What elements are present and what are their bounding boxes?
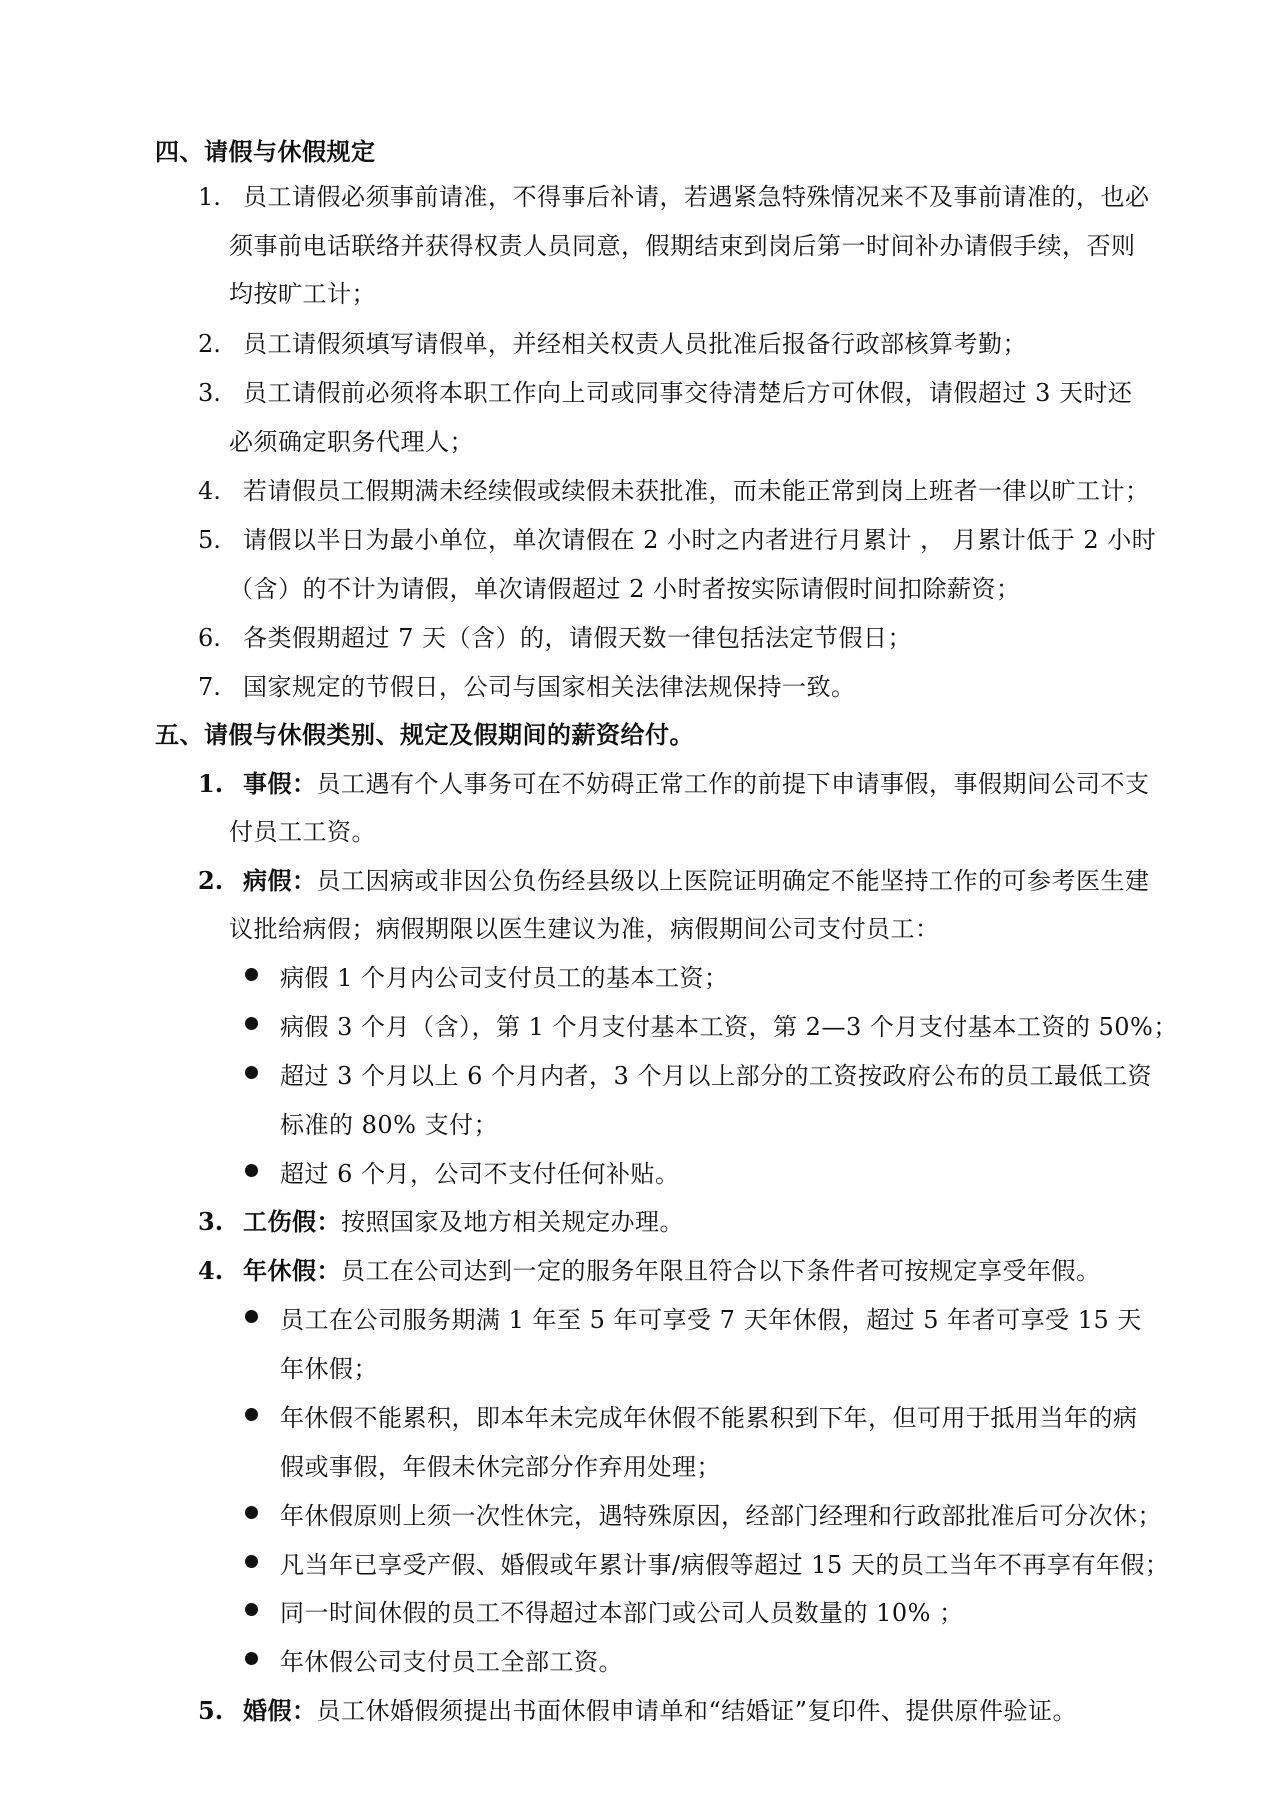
bullet-text: 年休假； [280,1355,378,1383]
bullet-text: 年休假原则上须一次性休完，遇特殊原因，经部门经理和行政部批准后可分次休； [280,1502,1162,1530]
item-text-body: 员工因病或非因公负伤经县级以上医院证明确定不能坚持工作的可参考医生建 [316,867,1150,895]
item-text: （含）的不计为请假，单次请假超过 2 小时者按实际请假时间扣除薪资； [229,575,1021,603]
item-text-body: 按照国家及地方相关规定办理。 [341,1208,684,1236]
item-text: 国家规定的节假日，公司与国家相关法律法规保持一致。 [243,673,856,701]
item-text: 必须确定职务代理人； [229,428,474,456]
item-text [243,767,1150,801]
bullet-text: 病假 3 个月（含），第 1 个月支付基本工资，第 2—3 个月支付基本工资的 50%； [280,1013,1178,1041]
bullet-text: 病假 1 个月内公司支付员工的基本工资； [280,964,729,992]
item-text: 若请假员工假期满未经续假或续假未获批准，而未能正常到岗上班者一律以旷工计； [243,477,1150,505]
item-number: 7. [198,673,221,701]
bullet-icon [245,1408,258,1421]
item-text [243,1205,684,1239]
bullet-text: 年休假公司支付员工全部工资。 [280,1648,623,1676]
bullet-text: 年休假不能累积，即本年未完成年休假不能累积到下年，但可用于抵用当年的病 [280,1404,1138,1432]
bullet-text: 超过 3 个月以上 6 个月内者，3 个月以上部分的工资按政府公布的员工最低工资 [280,1062,1152,1090]
bullet-icon [245,1066,258,1079]
item-number: 2. [198,330,221,358]
item-text-body: 员工在公司达到一定的服务年限且符合以下条件者可按规定享受年假。 [341,1257,1101,1285]
item-number: 5. [198,1696,224,1725]
item-number: 5. [198,526,221,554]
item-text-body: 员工遇有个人事务可在不妨碍正常工作的前提下申请事假，事假期间公司不支 [316,770,1150,798]
bullet-icon [245,1652,258,1665]
bullet-icon [245,1555,258,1568]
item-number: 6. [198,624,221,652]
bullet-text: 员工在公司服务期满 1 年至 5 年可享受 7 天年休假，超过 5 年者可享受 15 天 [280,1306,1142,1334]
item-number: 3. [198,379,221,407]
item-text: 付员工工资。 [229,818,376,846]
item-text: 员工请假必须事前请准，不得事后补请，若遇紧急特殊情况来不及事前请准的，也必 [243,183,1150,211]
section-4-heading: 四、请假与休假规定 [155,137,376,166]
leave-type-term: 年休假： [243,1256,341,1285]
leave-type-term: 事假： [243,769,317,798]
item-text [243,1254,1101,1288]
leave-type-term: 病假： [243,866,317,895]
item-text: 各类假期超过 7 天（含）的，请假天数一律包括法定节假日； [243,624,913,652]
bullet-text: 同一时间休假的员工不得超过本部门或公司人员数量的 10% ； [280,1599,964,1627]
item-text [243,1694,1077,1728]
bullet-icon [245,1310,258,1323]
bullet-icon [245,968,258,981]
bullet-icon [245,1017,258,1030]
bullet-text: 超过 6 个月，公司不支付任何补贴。 [280,1160,680,1188]
item-text [243,864,1150,898]
leave-type-term: 婚假： [243,1696,317,1725]
bullet-text: 凡当年已享受产假、婚假或年累计事/病假等超过 15 天的员工当年不再享有年假； [280,1551,1170,1579]
item-number: 4. [198,1256,224,1285]
item-number: 4. [198,477,221,505]
item-text-body: 员工休婚假须提出书面休假申请单和“结婚证”复印件、提供原件验证。 [316,1697,1078,1725]
item-text: 须事前电话联络并获得权责人员同意，假期结束到岗后第一时间补办请假手续，否则 [229,232,1136,260]
item-text: 员工请假前必须将本职工作向上司或同事交待清楚后方可休假，请假超过 3 天时还 [243,379,1133,407]
section-5-heading: 五、请假与休假类别、规定及假期间的薪资给付。 [155,720,694,749]
item-text: 请假以半日为最小单位，单次请假在 2 小时之内者进行月累计 ， 月累计低于 2 小时 [243,526,1157,554]
bullet-text: 标准的 80% 支付； [280,1111,499,1139]
item-number: 3. [198,1207,224,1236]
leave-type-term: 工伤假： [243,1207,341,1236]
item-text: 议批给病假；病假期限以医生建议为准，病假期间公司支付员工： [229,915,940,943]
bullet-text: 假或事假，年假未休完部分作弃用处理； [280,1453,721,1481]
item-text: 均按旷工计； [229,280,376,308]
item-text: 员工请假须填写请假单，并经相关权责人员批准后报备行政部核算考勤； [243,330,1027,358]
bullet-icon [245,1603,258,1616]
item-number: 2. [198,866,224,895]
bullet-icon [245,1506,258,1519]
item-number: 1. [198,769,224,798]
bullet-icon [245,1164,258,1177]
item-number: 1. [198,183,221,211]
